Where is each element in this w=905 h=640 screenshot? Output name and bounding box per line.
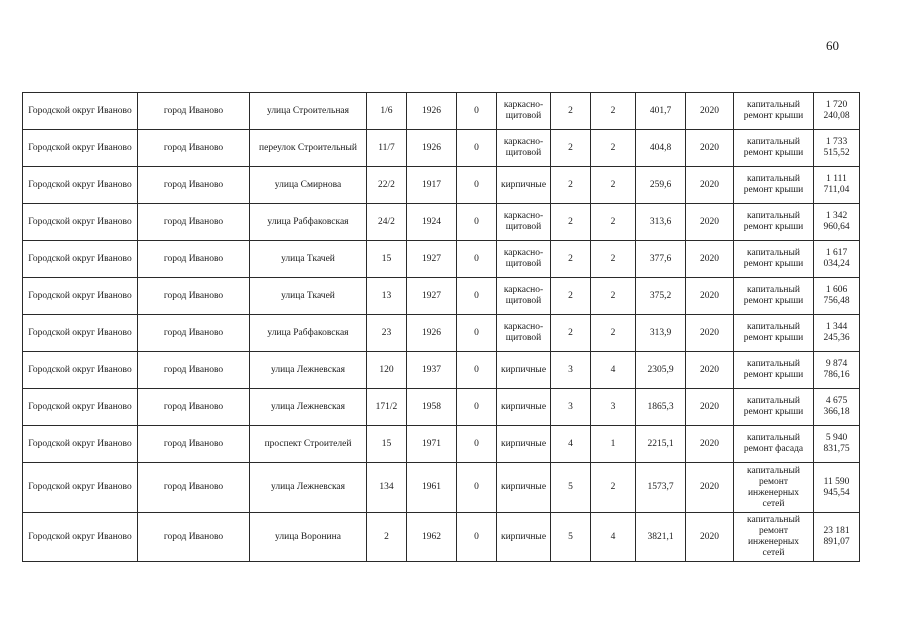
area-cell: 259,6 xyxy=(636,167,686,204)
municipality-cell: Городской округ Иваново xyxy=(23,389,138,426)
year-cell: 2020 xyxy=(686,315,734,352)
year-built-cell: 1924 xyxy=(407,204,457,241)
settlement-cell: город Иваново xyxy=(138,241,250,278)
cost-cell: 4 675 366,18 xyxy=(814,389,860,426)
wall-material-cell: каркасно-щитовой xyxy=(497,93,551,130)
table-row xyxy=(23,352,860,389)
municipality-cell: Городской округ Иваново xyxy=(23,352,138,389)
floors-cell: 2 xyxy=(551,241,591,278)
wall-material-cell: каркасно-щитовой xyxy=(497,130,551,167)
work-type-cell: капитальный ремонт крыши xyxy=(734,241,814,278)
year-cell: 2020 xyxy=(686,167,734,204)
settlement-cell: город Иваново xyxy=(138,389,250,426)
work-type-cell: капитальный ремонт крыши xyxy=(734,93,814,130)
work-type-cell: капитальный ремонт инженерных сетей xyxy=(734,463,814,513)
street-cell: переулок Строительный xyxy=(250,130,367,167)
area-cell: 1573,7 xyxy=(636,463,686,513)
municipality-cell: Городской округ Иваново xyxy=(23,241,138,278)
municipality-cell: Городской округ Иваново xyxy=(23,93,138,130)
year-built-cell: 1961 xyxy=(407,463,457,513)
year-cell: 2020 xyxy=(686,389,734,426)
area-cell: 313,9 xyxy=(636,315,686,352)
entrances-cell: 2 xyxy=(591,463,636,513)
cost-cell: 1 342 960,64 xyxy=(814,204,860,241)
floors-cell: 2 xyxy=(551,167,591,204)
work-type-cell: капитальный ремонт крыши xyxy=(734,389,814,426)
house-number-cell: 24/2 xyxy=(367,204,407,241)
entrances-cell: 1 xyxy=(591,426,636,463)
street-cell: улица Лежневская xyxy=(250,352,367,389)
work-type-cell: капитальный ремонт крыши xyxy=(734,352,814,389)
wall-material-cell: каркасно-щитовой xyxy=(497,241,551,278)
work-type-cell: капитальный ремонт крыши xyxy=(734,315,814,352)
municipality-cell: Городской округ Иваново xyxy=(23,204,138,241)
settlement-cell: город Иваново xyxy=(138,130,250,167)
entrances-cell: 4 xyxy=(591,513,636,562)
year-built-cell: 1926 xyxy=(407,315,457,352)
floors-cell: 2 xyxy=(551,130,591,167)
house-number-cell: 13 xyxy=(367,278,407,315)
wall-material-cell: кирпичные xyxy=(497,389,551,426)
year-built-cell: 1926 xyxy=(407,93,457,130)
year-built-cell: 1927 xyxy=(407,278,457,315)
cost-cell: 1 617 034,24 xyxy=(814,241,860,278)
municipality-cell: Городской округ Иваново xyxy=(23,130,138,167)
table-row xyxy=(23,241,860,278)
cost-cell: 11 590 945,54 xyxy=(814,463,860,513)
street-cell: улица Воронина xyxy=(250,513,367,562)
area-cell: 375,2 xyxy=(636,278,686,315)
table-row xyxy=(23,426,860,463)
wall-material-cell: кирпичные xyxy=(497,463,551,513)
table-row xyxy=(23,463,860,513)
floors-cell: 5 xyxy=(551,513,591,562)
year-built-cell: 1926 xyxy=(407,130,457,167)
entrances-cell: 4 xyxy=(591,352,636,389)
municipality-cell: Городской округ Иваново xyxy=(23,513,138,562)
year-cell: 2020 xyxy=(686,241,734,278)
table-row xyxy=(23,167,860,204)
entrances-cell: 2 xyxy=(591,278,636,315)
entrances-cell: 3 xyxy=(591,389,636,426)
year-renovated-cell: 0 xyxy=(457,167,497,204)
work-type-cell: капитальный ремонт инженерных сетей xyxy=(734,513,814,562)
work-type-cell: капитальный ремонт фасада xyxy=(734,426,814,463)
area-cell: 2305,9 xyxy=(636,352,686,389)
year-cell: 2020 xyxy=(686,352,734,389)
year-cell: 2020 xyxy=(686,426,734,463)
work-type-cell: капитальный ремонт крыши xyxy=(734,130,814,167)
table-row xyxy=(23,278,860,315)
year-built-cell: 1958 xyxy=(407,389,457,426)
work-type-cell: капитальный ремонт крыши xyxy=(734,278,814,315)
area-cell: 1865,3 xyxy=(636,389,686,426)
floors-cell: 5 xyxy=(551,463,591,513)
house-number-cell: 15 xyxy=(367,426,407,463)
municipality-cell: Городской округ Иваново xyxy=(23,426,138,463)
year-cell: 2020 xyxy=(686,513,734,562)
year-cell: 2020 xyxy=(686,204,734,241)
house-number-cell: 11/7 xyxy=(367,130,407,167)
entrances-cell: 2 xyxy=(591,204,636,241)
cost-cell: 1 111 711,04 xyxy=(814,167,860,204)
table-row xyxy=(23,513,860,562)
table-row xyxy=(23,130,860,167)
house-number-cell: 22/2 xyxy=(367,167,407,204)
settlement-cell: город Иваново xyxy=(138,278,250,315)
settlement-cell: город Иваново xyxy=(138,426,250,463)
year-renovated-cell: 0 xyxy=(457,426,497,463)
year-renovated-cell: 0 xyxy=(457,463,497,513)
settlement-cell: город Иваново xyxy=(138,352,250,389)
house-number-cell: 120 xyxy=(367,352,407,389)
street-cell: улица Рабфаковская xyxy=(250,204,367,241)
wall-material-cell: кирпичные xyxy=(497,513,551,562)
street-cell: улица Ткачей xyxy=(250,241,367,278)
year-renovated-cell: 0 xyxy=(457,204,497,241)
street-cell: улица Строительная xyxy=(250,93,367,130)
wall-material-cell: кирпичные xyxy=(497,426,551,463)
wall-material-cell: каркасно-щитовой xyxy=(497,204,551,241)
table-row xyxy=(23,93,860,130)
cost-cell: 9 874 786,16 xyxy=(814,352,860,389)
wall-material-cell: каркасно-щитовой xyxy=(497,315,551,352)
municipality-cell: Городской округ Иваново xyxy=(23,315,138,352)
area-cell: 313,6 xyxy=(636,204,686,241)
cost-cell: 1 606 756,48 xyxy=(814,278,860,315)
area-cell: 401,7 xyxy=(636,93,686,130)
area-cell: 404,8 xyxy=(636,130,686,167)
settlement-cell: город Иваново xyxy=(138,167,250,204)
settlement-cell: город Иваново xyxy=(138,93,250,130)
settlement-cell: город Иваново xyxy=(138,204,250,241)
year-renovated-cell: 0 xyxy=(457,315,497,352)
year-cell: 2020 xyxy=(686,93,734,130)
cost-cell: 1 733 515,52 xyxy=(814,130,860,167)
entrances-cell: 2 xyxy=(591,241,636,278)
street-cell: улица Ткачей xyxy=(250,278,367,315)
year-cell: 2020 xyxy=(686,278,734,315)
year-renovated-cell: 0 xyxy=(457,352,497,389)
settlement-cell: город Иваново xyxy=(138,315,250,352)
year-built-cell: 1927 xyxy=(407,241,457,278)
cost-cell: 23 181 891,07 xyxy=(814,513,860,562)
settlement-cell: город Иваново xyxy=(138,513,250,562)
year-cell: 2020 xyxy=(686,130,734,167)
year-renovated-cell: 0 xyxy=(457,389,497,426)
repair-program-table xyxy=(22,92,860,562)
year-renovated-cell: 0 xyxy=(457,93,497,130)
street-cell: улица Смирнова xyxy=(250,167,367,204)
table-row xyxy=(23,204,860,241)
entrances-cell: 2 xyxy=(591,130,636,167)
entrances-cell: 2 xyxy=(591,167,636,204)
house-number-cell: 171/2 xyxy=(367,389,407,426)
wall-material-cell: кирпичные xyxy=(497,352,551,389)
wall-material-cell: кирпичные xyxy=(497,167,551,204)
year-renovated-cell: 0 xyxy=(457,513,497,562)
floors-cell: 3 xyxy=(551,389,591,426)
municipality-cell: Городской округ Иваново xyxy=(23,463,138,513)
year-renovated-cell: 0 xyxy=(457,241,497,278)
year-built-cell: 1917 xyxy=(407,167,457,204)
entrances-cell: 2 xyxy=(591,93,636,130)
year-renovated-cell: 0 xyxy=(457,278,497,315)
entrances-cell: 2 xyxy=(591,315,636,352)
work-type-cell: капитальный ремонт крыши xyxy=(734,204,814,241)
settlement-cell: город Иваново xyxy=(138,463,250,513)
table-body xyxy=(23,93,860,562)
cost-cell: 1 344 245,36 xyxy=(814,315,860,352)
floors-cell: 4 xyxy=(551,426,591,463)
street-cell: улица Лежневская xyxy=(250,463,367,513)
house-number-cell: 134 xyxy=(367,463,407,513)
year-built-cell: 1971 xyxy=(407,426,457,463)
street-cell: улица Лежневская xyxy=(250,389,367,426)
floors-cell: 3 xyxy=(551,352,591,389)
house-number-cell: 15 xyxy=(367,241,407,278)
municipality-cell: Городской округ Иваново xyxy=(23,167,138,204)
floors-cell: 2 xyxy=(551,278,591,315)
year-renovated-cell: 0 xyxy=(457,130,497,167)
house-number-cell: 2 xyxy=(367,513,407,562)
cost-cell: 5 940 831,75 xyxy=(814,426,860,463)
wall-material-cell: каркасно-щитовой xyxy=(497,278,551,315)
area-cell: 3821,1 xyxy=(636,513,686,562)
street-cell: проспект Строителей xyxy=(250,426,367,463)
house-number-cell: 1/6 xyxy=(367,93,407,130)
cost-cell: 1 720 240,08 xyxy=(814,93,860,130)
house-number-cell: 23 xyxy=(367,315,407,352)
floors-cell: 2 xyxy=(551,315,591,352)
work-type-cell: капитальный ремонт крыши xyxy=(734,167,814,204)
floors-cell: 2 xyxy=(551,204,591,241)
street-cell: улица Рабфаковская xyxy=(250,315,367,352)
year-cell: 2020 xyxy=(686,463,734,513)
floors-cell: 2 xyxy=(551,93,591,130)
area-cell: 2215,1 xyxy=(636,426,686,463)
page-number: 60 xyxy=(826,38,839,53)
table-row xyxy=(23,389,860,426)
municipality-cell: Городской округ Иваново xyxy=(23,278,138,315)
year-built-cell: 1962 xyxy=(407,513,457,562)
table-row xyxy=(23,315,860,352)
area-cell: 377,6 xyxy=(636,241,686,278)
year-built-cell: 1937 xyxy=(407,352,457,389)
